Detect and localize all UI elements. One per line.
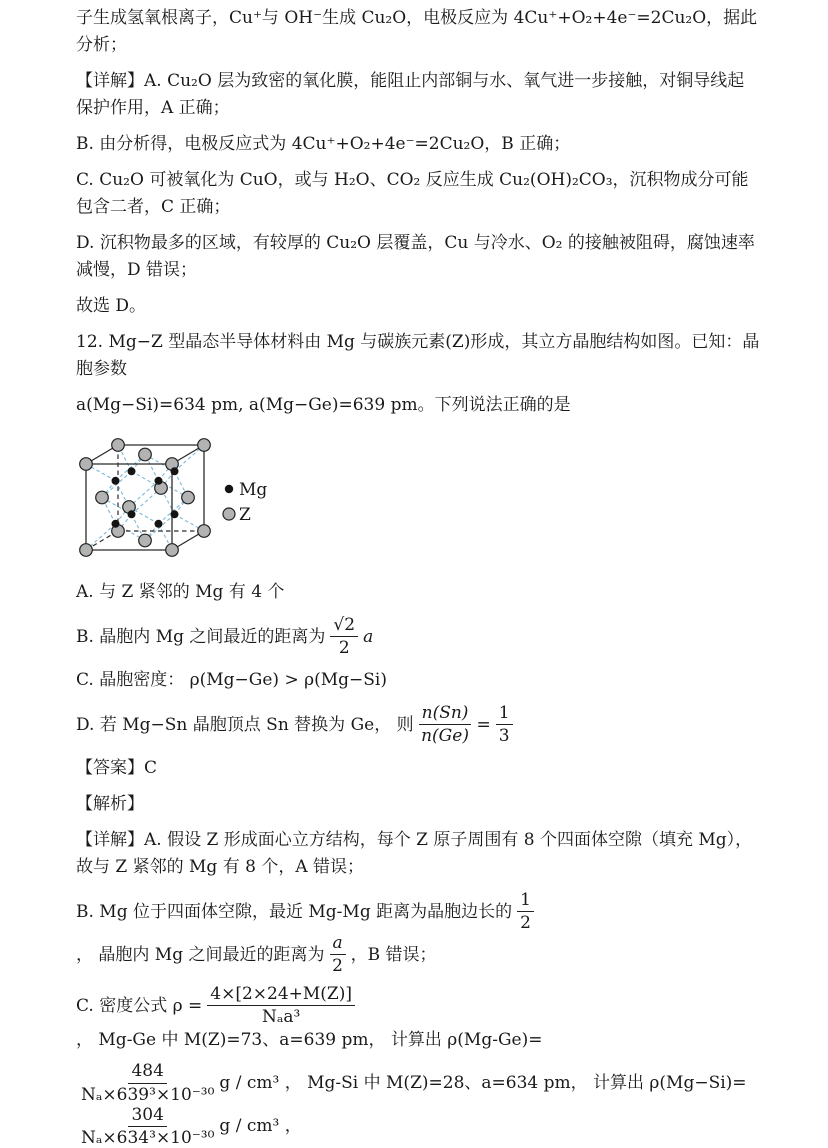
explanation-b-fraction2: $\frac{a}{2}$ <box>330 933 346 976</box>
option-b <box>76 615 760 658</box>
detail-d-q11: D. 沉积物最多的区域，有较厚的 Cu₂O 层覆盖，Cu 与冷水、O₂ 的接触被阻碍，腐蚀速率减慢，D 错误； <box>76 233 755 280</box>
legend-z-icon <box>223 508 235 520</box>
option-d-equals: = <box>476 714 491 735</box>
unit-cell-diagram <box>76 428 274 565</box>
option-b-fraction: $\frac{√2}{2}$ <box>330 615 358 658</box>
explanation-a: 【详解】A. 假设 Z 形成面心立方结构，每个 Z 原子周围有 8 个四面体空隙（填充 Mg），故与 Z 紧邻的 Mg 有 8 个，A 错误； <box>76 830 753 878</box>
option-d-fraction2: $\frac{1}{3}$ <box>496 703 513 746</box>
option-d-fraction1: $\frac{n(Sn)}{n(Ge)}$ <box>419 703 472 746</box>
option-d <box>76 703 760 746</box>
explanation-b <box>76 890 760 976</box>
density-mg-ge-fraction: $\frac{484}{\text{Nₐ×639³×10⁻³⁰}}$ <box>81 1061 215 1105</box>
detail-c-q11: C. Cu₂O 可被氧化为 CuO，或与 H₂O、CO₂ 反应生成 Cu₂(OH)₂CO₃，沉积物成分可能包含二者，C 正确； <box>76 170 749 217</box>
explanation-c-text4: g / cm³ ， <box>219 1116 302 1137</box>
context-line: 子生成氢氧根离子，Cu⁺与 OH⁻生成 Cu₂O，电极反应为 4Cu⁺+O₂+4e⁻=2Cu₂O，据此分析； <box>76 8 758 55</box>
legend-mg-icon <box>225 485 233 493</box>
density-formula-fraction: $\frac{4\times[2\times 24+M(Z)]}{\text{Nₐa³}}$ <box>207 984 355 1027</box>
explanation-b-text2: ， 晶胞内 Mg 之间最近的距离为 <box>76 944 325 965</box>
legend-mg-label: Mg <box>239 480 268 500</box>
option-b-variable: a <box>363 626 374 647</box>
option-b-text: B. 晶胞内 Mg 之间最近的距离为 <box>76 626 326 647</box>
explanation-b-text3: ，B 错误； <box>350 944 437 965</box>
option-a: A. 与 Z 紧邻的 Mg 有 4 个 <box>76 582 285 602</box>
conclusion-q11: 故选 D。 <box>76 296 147 316</box>
explanation-c-line1 <box>76 984 760 1053</box>
option-d-text: D. 若 Mg−Sn 晶胞顶点 Sn 替换为 Ge， 则 <box>76 714 414 735</box>
question-12-stem-line1: 12. Mg−Z 型晶态半导体材料由 Mg 与碳族元素(Z)形成，其立方晶胞结构如图。已知：晶胞参数 <box>76 332 760 379</box>
explanation-c-text1: C. 密度公式 ρ = <box>76 995 203 1016</box>
legend-z-label: Z <box>239 505 251 525</box>
detail-a-q11: 【详解】A. Cu₂O 层为致密的氧化膜，能阻止内部铜与水、氧气进一步接触，对铜导线起保护作用，A 正确； <box>76 71 745 118</box>
analysis-label: 【解析】 <box>76 794 144 815</box>
explanation-c-text3: g / cm³ ， Mg-Si 中 M(Z)=28、a=634 pm， 计算出 ρ(Mg−Si)= <box>219 1073 747 1094</box>
option-c: C. 晶胞密度： ρ(Mg−Ge) > ρ(Mg−Si) <box>76 670 387 691</box>
explanation-b-fraction1: $\frac{1}{2}$ <box>517 890 534 933</box>
detail-b-q11: B. 由分析得，电极反应式为 4Cu⁺+O₂+4e⁻=2Cu₂O，B 正确； <box>76 134 571 154</box>
mg-atoms <box>112 467 179 528</box>
explanation-c-line2 <box>76 1061 760 1147</box>
answer-line: 【答案】C <box>76 758 158 779</box>
explanation-c-text2: ， Mg-Ge 中 M(Z)=73、a=639 pm， 计算出 ρ(Mg-Ge)= <box>76 1030 543 1051</box>
question-12-stem-line2: a(Mg−Si)=634 pm, a(Mg−Ge)=639 pm。下列说法正确的是 <box>76 395 571 415</box>
crystal-structure-figure <box>76 428 760 570</box>
density-mg-si-fraction: $\frac{304}{\text{Nₐ×634³×10⁻³⁰}}$ <box>81 1104 215 1148</box>
figure-legend <box>223 480 267 525</box>
explanation-b-text1: B. Mg 位于四面体空隙，最近 Mg-Mg 距离为晶胞边长的 <box>76 901 513 922</box>
